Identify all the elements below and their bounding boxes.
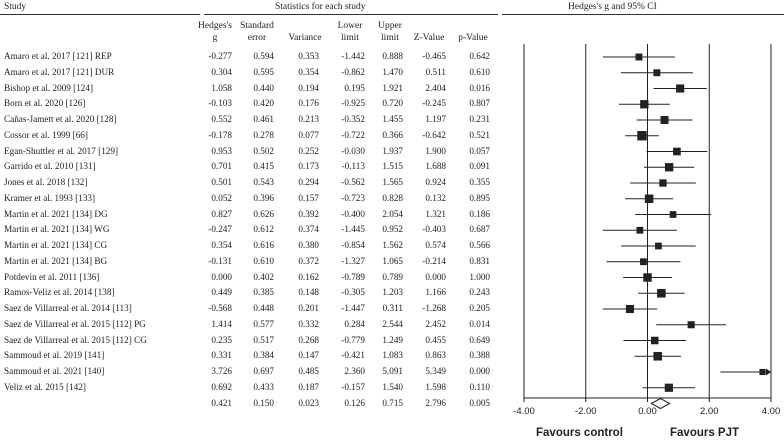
cell-standard-error: 0.577 (253, 318, 274, 329)
cell-lower-limit: -0.113 (341, 161, 365, 172)
cell-lower-limit: -1.442 (341, 51, 365, 61)
cell-z-value: 1.321 (425, 208, 446, 219)
cell-variance: 0.354 (298, 66, 319, 77)
study-name: Sammoud et al. 2019 [141] (4, 350, 105, 361)
cell-z-value: 1.166 (425, 287, 446, 298)
cell-lower-limit: -1.447 (341, 303, 365, 313)
cell-p-value: 0.566 (469, 240, 490, 250)
col-z-value: Z-Value (413, 33, 445, 43)
cell-upper-limit: 1.249 (382, 334, 403, 345)
cell-upper-limit: 1.921 (382, 82, 403, 93)
cell-standard-error: 0.420 (253, 98, 274, 109)
cell-lower-limit: -0.925 (341, 98, 365, 109)
effect-square (651, 337, 659, 345)
cell-hedges-g: -0.568 (208, 303, 232, 313)
cell-variance: 0.162 (298, 271, 319, 282)
cell-standard-error: 0.440 (253, 82, 274, 93)
cell-lower-limit: 0.284 (344, 318, 365, 329)
cell-hedges-g: -0.178 (208, 129, 232, 140)
study-name: Sammoud et al. 2021 [140] (4, 366, 105, 376)
cell-standard-error: 0.502 (253, 145, 274, 156)
col-lower-limit-2: limit (341, 33, 359, 43)
cell-hedges-g: 0.501 (211, 177, 232, 187)
cell-lower-limit: -1.327 (341, 255, 365, 266)
cell-upper-limit: 2.544 (382, 318, 403, 329)
study-name: Kramer et al. 1993 [133] (4, 192, 96, 203)
cell-lower-limit: -0.722 (341, 129, 365, 140)
cell-z-value: 5.349 (425, 366, 446, 376)
cell-lower-limit: 2.360 (344, 366, 365, 376)
cell-lower-limit: -0.779 (341, 334, 365, 345)
cell-upper-limit: 0.311 (382, 303, 403, 313)
x-tick-label: 4.00 (761, 406, 781, 417)
cell-upper-limit: 0.952 (382, 224, 403, 235)
cell-hedges-g: -0.247 (208, 224, 232, 235)
cell-upper-limit: 1.083 (382, 350, 403, 361)
cell-hedges-g: 1.058 (211, 82, 232, 93)
x-tick-label: 0.00 (638, 406, 657, 417)
cell-z-value: 0.511 (425, 66, 446, 77)
cell-z-value: 0.455 (425, 334, 446, 345)
study-name: Egan-Shuttler et al. 2017 [129] (4, 145, 119, 156)
cell-variance: 0.372 (298, 255, 319, 266)
cell-z-value: -0.214 (422, 255, 446, 266)
cell-lower-limit: -0.352 (341, 114, 365, 124)
effect-square (673, 148, 681, 156)
cell-variance: 0.392 (298, 208, 319, 219)
cell-standard-error: 0.697 (253, 366, 274, 376)
cell-hedges-g: 0.052 (211, 192, 232, 203)
cell-variance: 0.213 (298, 114, 319, 124)
effect-square (645, 195, 653, 203)
cell-hedges-g: 0.354 (211, 240, 232, 250)
cell-p-value: 0.016 (469, 82, 490, 93)
study-name: Martin et al. 2021 [134] DG (4, 208, 108, 219)
effect-square (640, 258, 647, 265)
cell-p-value: 0.000 (469, 366, 490, 376)
effect-square (665, 163, 673, 171)
study-name: Potdevin et al. 2011 [136] (4, 271, 100, 282)
cell-lower-limit: -0.421 (341, 350, 365, 361)
col-hedges-g-1: Hedges's (198, 21, 232, 31)
col-lower-limit-1: Lower (337, 21, 363, 31)
study-name: Jones et al. 2018 [132] (4, 177, 88, 187)
cell-hedges-g: 0.552 (211, 114, 232, 124)
cell-variance: 0.148 (298, 287, 319, 298)
cell-standard-error: 0.415 (253, 161, 274, 172)
effect-square (653, 69, 660, 76)
col-standard-error-2: error (247, 33, 267, 43)
cell-upper-limit: 1.540 (382, 381, 403, 392)
cell-hedges-g: -0.103 (208, 98, 232, 109)
cell-variance: 0.201 (298, 303, 319, 313)
cell-p-value: 0.610 (469, 66, 490, 77)
cell-standard-error: 0.610 (253, 255, 274, 266)
study-name: Martin et al. 2021 [134] CG (4, 240, 108, 250)
cell-lower-limit: -0.854 (341, 240, 365, 250)
cell-lower-limit: 0.195 (344, 82, 365, 93)
cell-variance: 0.157 (298, 192, 319, 203)
x-tick-label: -4.00 (513, 406, 535, 417)
favours-control-label: Favours control (536, 427, 623, 439)
cell-p-value: 0.642 (469, 51, 490, 61)
cell-p-value: 0.186 (469, 208, 490, 219)
ci-arrow (766, 369, 771, 376)
cell-upper-limit: 1.562 (382, 240, 403, 250)
cell-hedges-g: 0.827 (211, 208, 232, 219)
study-name: Garrido et al. 2010 [131] (4, 161, 96, 172)
cell-upper-limit: 1.515 (382, 161, 403, 172)
cell-z-value: 0.924 (425, 177, 446, 187)
cell-standard-error: 0.384 (253, 350, 274, 361)
study-name: Ramos-Veliz et al. 2014 [138] (4, 287, 115, 298)
cell-upper-limit: 0.789 (382, 271, 403, 282)
study-name: Amaro et al. 2017 [121] REP (4, 51, 112, 61)
cell-standard-error: 0.461 (253, 114, 274, 124)
cell-standard-error: 0.612 (253, 224, 274, 235)
study-name: Saez de Villarreal et al. 2015 [112] CG (4, 334, 147, 345)
effect-square (676, 84, 684, 92)
effect-square (636, 227, 643, 234)
cell-standard-error: 0.433 (253, 381, 274, 392)
cell-z-value: 0.132 (425, 192, 446, 203)
cell-standard-error: 0.543 (253, 177, 274, 187)
summary-lower-limit: 0.126 (344, 397, 365, 408)
col-variance: Variance (288, 33, 322, 43)
effect-square (759, 369, 765, 375)
effect-square (635, 54, 642, 61)
effect-square (661, 116, 669, 124)
cell-hedges-g: 0.953 (211, 145, 232, 156)
cell-variance: 0.147 (298, 350, 319, 361)
header-study: Study (4, 2, 27, 12)
cell-upper-limit: 5.091 (382, 366, 403, 376)
cell-p-value: 0.831 (469, 255, 490, 266)
effect-square (640, 100, 648, 108)
col-hedges-g-2: g (212, 33, 218, 43)
cell-variance: 0.194 (298, 82, 319, 93)
cell-upper-limit: 1.470 (382, 66, 403, 77)
cell-p-value: 0.807 (469, 98, 490, 109)
cell-variance: 0.268 (298, 334, 319, 345)
cell-z-value: -0.465 (422, 51, 446, 61)
cell-standard-error: 0.278 (253, 129, 274, 140)
cell-hedges-g: 0.449 (211, 287, 232, 298)
cell-variance: 0.332 (298, 318, 319, 329)
cell-upper-limit: 1.455 (382, 114, 403, 124)
cell-hedges-g: 0.692 (211, 381, 232, 392)
effect-square (655, 243, 662, 250)
cell-lower-limit: -0.400 (341, 208, 365, 219)
study-name: Born et al. 2020 [126] (4, 98, 86, 109)
cell-p-value: 0.091 (469, 161, 490, 172)
cell-z-value: -1.268 (422, 303, 446, 313)
cell-p-value: 0.110 (469, 381, 490, 392)
cell-hedges-g: 0.701 (211, 161, 232, 172)
cell-variance: 0.187 (298, 381, 319, 392)
cell-upper-limit: 2.054 (382, 208, 403, 219)
cell-upper-limit: 1.937 (382, 145, 403, 156)
cell-z-value: 1.688 (425, 161, 446, 172)
cell-standard-error: 0.517 (253, 334, 274, 345)
effect-square (653, 352, 662, 361)
cell-p-value: 0.014 (469, 318, 490, 329)
cell-variance: 0.485 (298, 366, 319, 376)
study-name: Saez de Villarreal et al. 2014 [113] (4, 303, 132, 313)
cell-p-value: 0.687 (469, 224, 490, 235)
cell-z-value: 2.404 (425, 82, 446, 93)
study-name: Amaro et al. 2017 [121] DUR (4, 66, 115, 77)
cell-variance: 0.374 (298, 224, 319, 235)
summary-standard-error: 0.150 (253, 397, 274, 408)
cell-upper-limit: 0.888 (382, 51, 403, 61)
col-upper-limit-2: limit (381, 33, 399, 43)
cell-standard-error: 0.594 (253, 51, 274, 61)
cell-p-value: 1.000 (469, 271, 490, 282)
cell-p-value: 0.388 (469, 350, 490, 361)
cell-lower-limit: -0.305 (341, 287, 365, 298)
cell-hedges-g: 1.414 (211, 318, 232, 329)
cell-p-value: 0.355 (469, 177, 490, 187)
summary-z-value: 2.796 (425, 397, 446, 408)
cell-p-value: 0.895 (469, 192, 490, 203)
col-standard-error-1: Standard (240, 21, 274, 31)
summary-upper-limit: 0.715 (382, 397, 403, 408)
summary-variance: 0.023 (298, 397, 319, 408)
favours-pjt-label: Favours PJT (670, 427, 740, 439)
cell-standard-error: 0.402 (253, 271, 274, 282)
effect-square (688, 321, 695, 328)
cell-variance: 0.252 (298, 145, 319, 156)
cell-standard-error: 0.626 (253, 208, 274, 219)
cell-p-value: 0.057 (469, 145, 490, 156)
cell-p-value: 0.649 (469, 334, 490, 345)
cell-z-value: -0.245 (422, 98, 446, 109)
effect-square (665, 384, 673, 392)
cell-z-value: 1.197 (425, 114, 446, 124)
cell-lower-limit: -1.445 (341, 224, 365, 235)
cell-variance: 0.380 (298, 240, 319, 250)
study-name: Cossor et al. 1999 [66] (4, 129, 88, 140)
cell-standard-error: 0.616 (253, 240, 274, 250)
effect-square (626, 305, 634, 313)
cell-standard-error: 0.385 (253, 287, 274, 298)
cell-variance: 0.173 (298, 161, 319, 172)
cell-variance: 0.077 (298, 129, 319, 140)
effect-square (657, 289, 666, 298)
cell-lower-limit: -0.562 (341, 177, 365, 187)
study-name: Bishop et al. 2009 [124] (4, 82, 94, 93)
cell-z-value: -0.642 (422, 129, 446, 140)
cell-upper-limit: 0.828 (382, 192, 403, 203)
cell-upper-limit: 1.203 (382, 287, 403, 298)
cell-hedges-g: 0.304 (211, 66, 232, 77)
cell-p-value: 0.231 (469, 114, 490, 124)
effect-square (670, 211, 677, 218)
cell-hedges-g: 3.726 (211, 366, 232, 376)
cell-p-value: 0.521 (469, 129, 490, 140)
effect-square (637, 131, 646, 140)
cell-upper-limit: 1.565 (382, 177, 403, 187)
x-tick-label: 2.00 (700, 406, 719, 417)
cell-z-value: 1.900 (425, 145, 446, 156)
cell-z-value: 1.598 (425, 381, 446, 392)
col-upper-limit-1: Upper (378, 21, 402, 31)
cell-z-value: 0.863 (425, 350, 446, 361)
study-name: Martin et al. 2021 [134] BG (4, 255, 108, 266)
cell-variance: 0.353 (298, 51, 319, 61)
cell-lower-limit: -0.157 (341, 381, 365, 392)
cell-variance: 0.294 (298, 177, 319, 187)
study-name: Cañas-Jamett et al. 2020 [128] (4, 114, 117, 124)
cell-z-value: 0.000 (425, 271, 446, 282)
x-tick-label: -2.00 (574, 406, 597, 417)
header-statistics: Statistics for each study (275, 2, 366, 12)
cell-hedges-g: -0.131 (208, 255, 232, 266)
cell-p-value: 0.243 (469, 287, 490, 298)
cell-lower-limit: -0.789 (341, 271, 365, 282)
cell-standard-error: 0.396 (253, 192, 274, 203)
cell-upper-limit: 0.366 (382, 129, 403, 140)
effect-square (643, 273, 651, 281)
summary-hedges-g: 0.421 (211, 397, 232, 408)
cell-hedges-g: -0.277 (208, 51, 232, 61)
cell-p-value: 0.205 (469, 303, 490, 313)
cell-hedges-g: 0.235 (211, 334, 232, 345)
cell-z-value: 2.452 (425, 318, 446, 329)
study-name: Saez de Villarreal et al. 2015 [112] PG (4, 318, 146, 329)
cell-hedges-g: 0.331 (211, 350, 232, 361)
col-p-value: p-Value (458, 33, 488, 43)
summary-p-value: 0.005 (469, 397, 490, 408)
cell-hedges-g: 0.000 (211, 271, 232, 282)
cell-upper-limit: 1.065 (382, 255, 403, 266)
study-name: Martin et al. 2021 [134] WG (4, 224, 110, 235)
cell-standard-error: 0.595 (253, 66, 274, 77)
cell-lower-limit: -0.723 (341, 192, 365, 203)
cell-standard-error: 0.448 (253, 303, 274, 313)
cell-upper-limit: 0.720 (382, 98, 403, 109)
cell-lower-limit: -0.030 (341, 145, 365, 156)
cell-z-value: 0.574 (425, 240, 446, 250)
header-plot-title: Hedges's g and 95% CI (568, 2, 657, 12)
effect-square (659, 179, 666, 186)
cell-z-value: -0.403 (422, 224, 446, 235)
cell-lower-limit: -0.862 (341, 66, 365, 77)
cell-variance: 0.176 (298, 98, 319, 109)
study-name: Veliz et al. 2015 [142] (4, 381, 86, 392)
